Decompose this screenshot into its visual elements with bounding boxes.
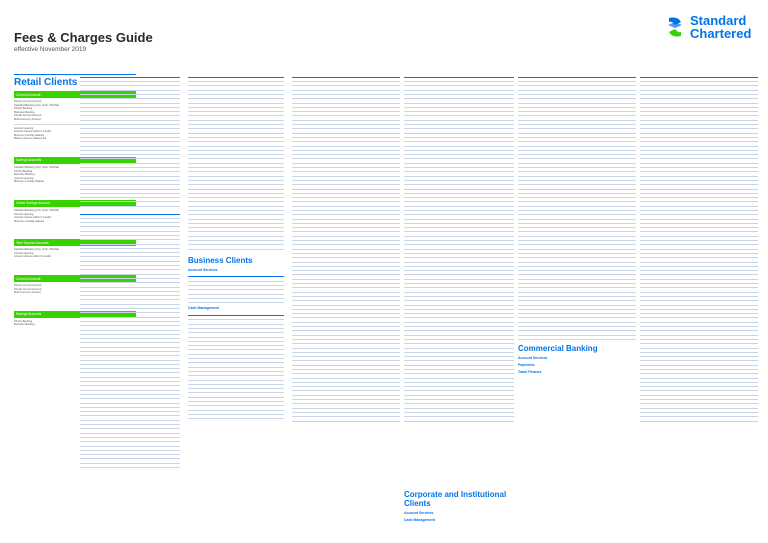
fee-table <box>518 73 636 340</box>
fee-table-column-f <box>518 72 636 532</box>
fee-table <box>188 273 284 304</box>
retail-line: Priority Banking <box>14 107 33 111</box>
table-row <box>640 417 758 421</box>
section-bar-current: Current Accounts <box>14 91 136 98</box>
business-subheading: Cash Management <box>188 306 219 311</box>
retail-line: Standard Banking (UA), GAS, ONLINE <box>14 103 59 107</box>
commercial-subheading: Trade Finance <box>518 369 542 374</box>
section-bar-misc: Current Accounts <box>14 275 136 282</box>
table-row <box>188 414 284 418</box>
retail-line: Priority Current Account <box>14 284 42 288</box>
retail-line: Account opening <box>14 126 34 130</box>
page-title: Fees & Charges Guide <box>14 30 153 45</box>
fee-table-column-g <box>640 72 758 532</box>
fee-table-column-c <box>292 72 400 532</box>
brand-name <box>690 14 751 40</box>
retail-line: Private Current Account <box>14 287 42 291</box>
fee-table <box>80 73 180 207</box>
fee-table <box>188 73 284 250</box>
retail-fee-table-a <box>80 72 180 532</box>
table-row <box>518 335 636 339</box>
corporate-section-title: Corporate and Institutional Clients <box>404 490 507 508</box>
retail-line: Standard Banking (UA), GAS, ONLINE <box>14 248 59 252</box>
retail-line: Account closure within 6 months <box>14 216 52 220</box>
business-subheading: Account Services <box>188 267 218 272</box>
retail-line: Account closure within 6 months <box>14 255 52 259</box>
retail-line: Priority Current Account <box>14 100 42 103</box>
retail-line: Account opening <box>14 212 34 216</box>
retail-line: Standard Banking (UA), GAS, ONLINE <box>14 165 59 169</box>
commercial-subheading: Account Services <box>518 355 548 360</box>
table-row <box>80 463 180 467</box>
table-row <box>188 298 284 302</box>
retail-line: Minimum monthly balance <box>14 180 45 184</box>
business-section-title: Business Clients <box>188 255 253 265</box>
section-bar-savings: Savings Accounts <box>14 157 136 164</box>
table-row <box>80 202 180 206</box>
fee-table-column-e <box>404 488 514 538</box>
brand-name-line1: Standard <box>690 13 747 28</box>
standard-chartered-logo-icon <box>666 16 684 38</box>
retail-fee-table-b <box>188 72 284 532</box>
table-row <box>404 417 514 421</box>
fee-table <box>80 210 180 468</box>
retail-line: Business Banking <box>14 110 35 114</box>
page-subtitle: effective November 2019 <box>14 46 87 53</box>
fee-table <box>404 73 514 422</box>
retail-line: Priority Banking <box>14 169 33 173</box>
section-bar-online-savings: Online Savings Account <box>14 200 136 207</box>
retail-line: Account opening <box>14 176 34 180</box>
corporate-subheading: Account Services <box>404 511 434 515</box>
retail-line: Account opening <box>14 251 34 255</box>
retail-line: Standard Banking (UA), GAS, ONLINE <box>14 208 59 212</box>
fee-table <box>640 73 758 422</box>
retail-line: Private Current Account <box>14 114 42 118</box>
section-bar-misc: Savings Accounts <box>14 311 136 318</box>
commercial-subheading: Payments <box>518 362 535 367</box>
retail-line: Below minimum balance fee <box>14 137 47 141</box>
retail-line: Business Banking <box>14 323 35 327</box>
table-row <box>188 245 284 249</box>
commercial-section-title: Commercial Banking <box>518 343 598 353</box>
retail-line: Priority Banking <box>14 319 33 323</box>
retail-line: Account closure within 6 months <box>14 130 52 134</box>
corporate-subheading: Cash Management <box>404 518 435 522</box>
retail-line: Minimum monthly balance <box>14 133 45 137</box>
retail-line: Multi-Currency Account <box>14 291 41 295</box>
fee-table-column-d <box>404 72 514 532</box>
brand-name-line2: Chartered <box>690 26 752 41</box>
table-row <box>292 417 400 421</box>
fee-table <box>292 73 400 422</box>
retail-line: Business Banking <box>14 173 35 177</box>
retail-line: Minimum monthly balance <box>14 219 45 223</box>
section-bar-term-deposit: Term Deposit Accounts <box>14 239 136 246</box>
retail-line: Multi-Currency Account <box>14 117 41 121</box>
retail-section-title: Retail Clients <box>14 74 136 88</box>
fee-table <box>188 311 284 419</box>
